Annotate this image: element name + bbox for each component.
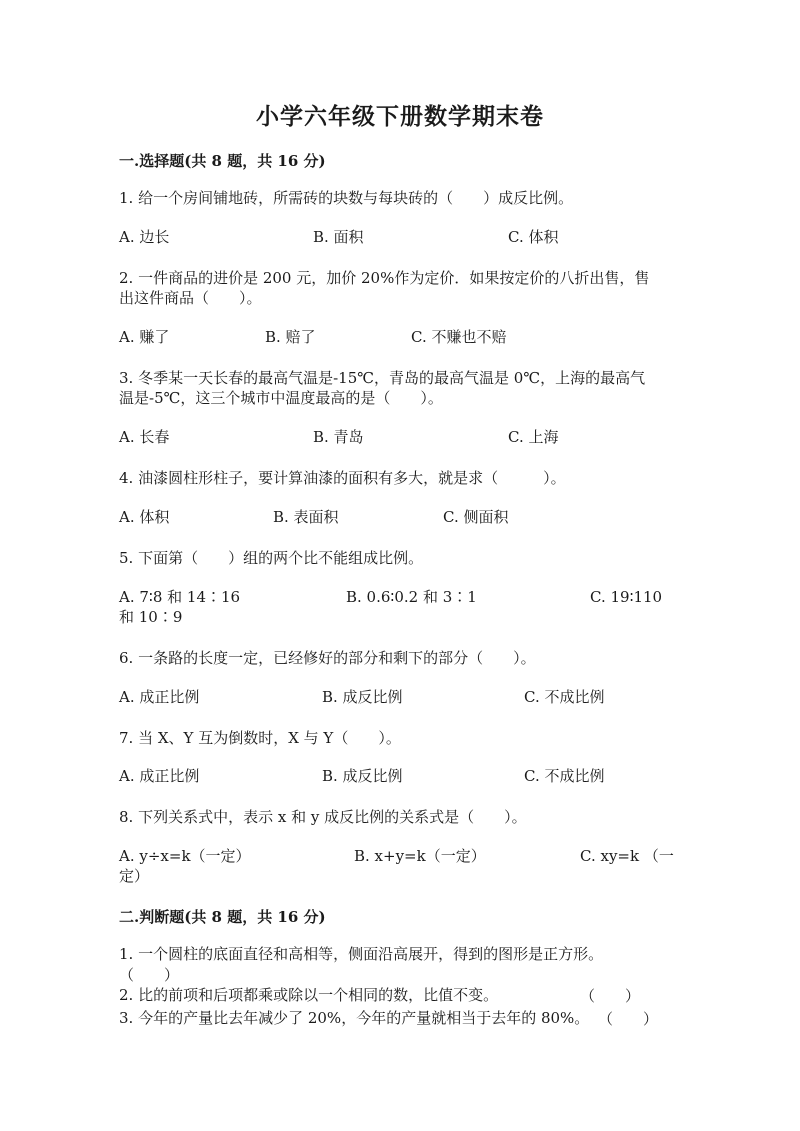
option-8a: A. y÷x=k（一定）	[119, 847, 251, 865]
option-2a: A. 赚了	[119, 328, 170, 346]
page-title: 小学六年级下册数学期末卷	[256, 103, 544, 130]
question-6: 6. 一条路的长度一定，已经修好的部分和剩下的部分（ ）。	[119, 649, 536, 667]
option-5b: B. 0.6∶0.2 和 3∶1	[346, 588, 477, 606]
option-3b: B. 青岛	[313, 428, 364, 446]
option-5a-line2: 和 10∶9	[119, 608, 183, 626]
judgement-2: 2. 比的前项和后项都乘或除以一个相同的数，比值不变。	[119, 986, 499, 1004]
option-1b: B. 面积	[313, 228, 364, 246]
question-8: 8. 下列关系式中，表示 x 和 y 成反比例的关系式是（ ）。	[119, 808, 527, 826]
question-3-line1: 3. 冬季某一天长春的最高气温是-15℃，青岛的最高气温是 0℃，上海的最高气	[119, 369, 646, 387]
option-1a: A. 边长	[119, 228, 170, 246]
judgement-3: 3. 今年的产量比去年减少了 20%，今年的产量就相当于去年的 80%。	[119, 1009, 590, 1027]
option-7a: A. 成正比例	[119, 767, 200, 785]
question-2-line1: 2. 一件商品的进价是 200 元，加价 20%作为定价．如果按定价的八折出售，售	[119, 269, 650, 287]
section-heading-judgement: 二.判断题(共 8 题，共 16 分)	[119, 908, 326, 926]
question-5: 5. 下面第（ ）组的两个比不能组成比例。	[119, 549, 424, 567]
option-4c: C. 侧面积	[443, 508, 509, 526]
option-1c: C. 体积	[508, 228, 559, 246]
option-7c: C. 不成比例	[524, 767, 605, 785]
option-5a: A. 7∶8 和 14∶16	[119, 588, 241, 606]
option-6a: A. 成正比例	[119, 688, 200, 706]
question-1: 1. 给一个房间铺地砖，所需砖的块数与每块砖的（ ）成反比例。	[119, 189, 574, 207]
option-4b: B. 表面积	[273, 508, 339, 526]
question-4: 4. 油漆圆柱形柱子，要计算油漆的面积有多大，就是求（ ）。	[119, 469, 566, 487]
judgement-3-bracket: （ ）	[598, 1010, 659, 1028]
option-3c: C. 上海	[508, 428, 559, 446]
question-2-line2: 出这件商品（ ）。	[119, 289, 262, 307]
judgement-1-bracket: （ ）	[119, 966, 180, 984]
option-8c: C. xy=k （一	[580, 847, 674, 865]
option-6c: C. 不成比例	[524, 688, 605, 706]
option-4a: A. 体积	[119, 508, 170, 526]
option-7b: B. 成反比例	[322, 767, 403, 785]
section-heading-choice: 一.选择题(共 8 题，共 16 分)	[119, 152, 326, 170]
option-6b: B. 成反比例	[322, 688, 403, 706]
judgement-1: 1. 一个圆柱的底面直径和高相等，侧面沿高展开，得到的图形是正方形。	[119, 945, 604, 963]
option-8a-line2: 定）	[119, 867, 150, 885]
option-2c: C. 不赚也不赔	[411, 328, 507, 346]
judgement-2-bracket: （ ）	[580, 987, 641, 1005]
option-8b: B. x+y=k（一定）	[354, 847, 486, 865]
option-5c: C. 19∶110	[590, 588, 663, 606]
option-2b: B. 赔了	[265, 328, 316, 346]
option-3a: A. 长春	[119, 428, 170, 446]
question-3-line2: 温是-5℃，这三个城市中温度最高的是（ ）。	[119, 389, 443, 407]
question-7: 7. 当 X、Y 互为倒数时，X 与 Y（ ）。	[119, 729, 401, 747]
